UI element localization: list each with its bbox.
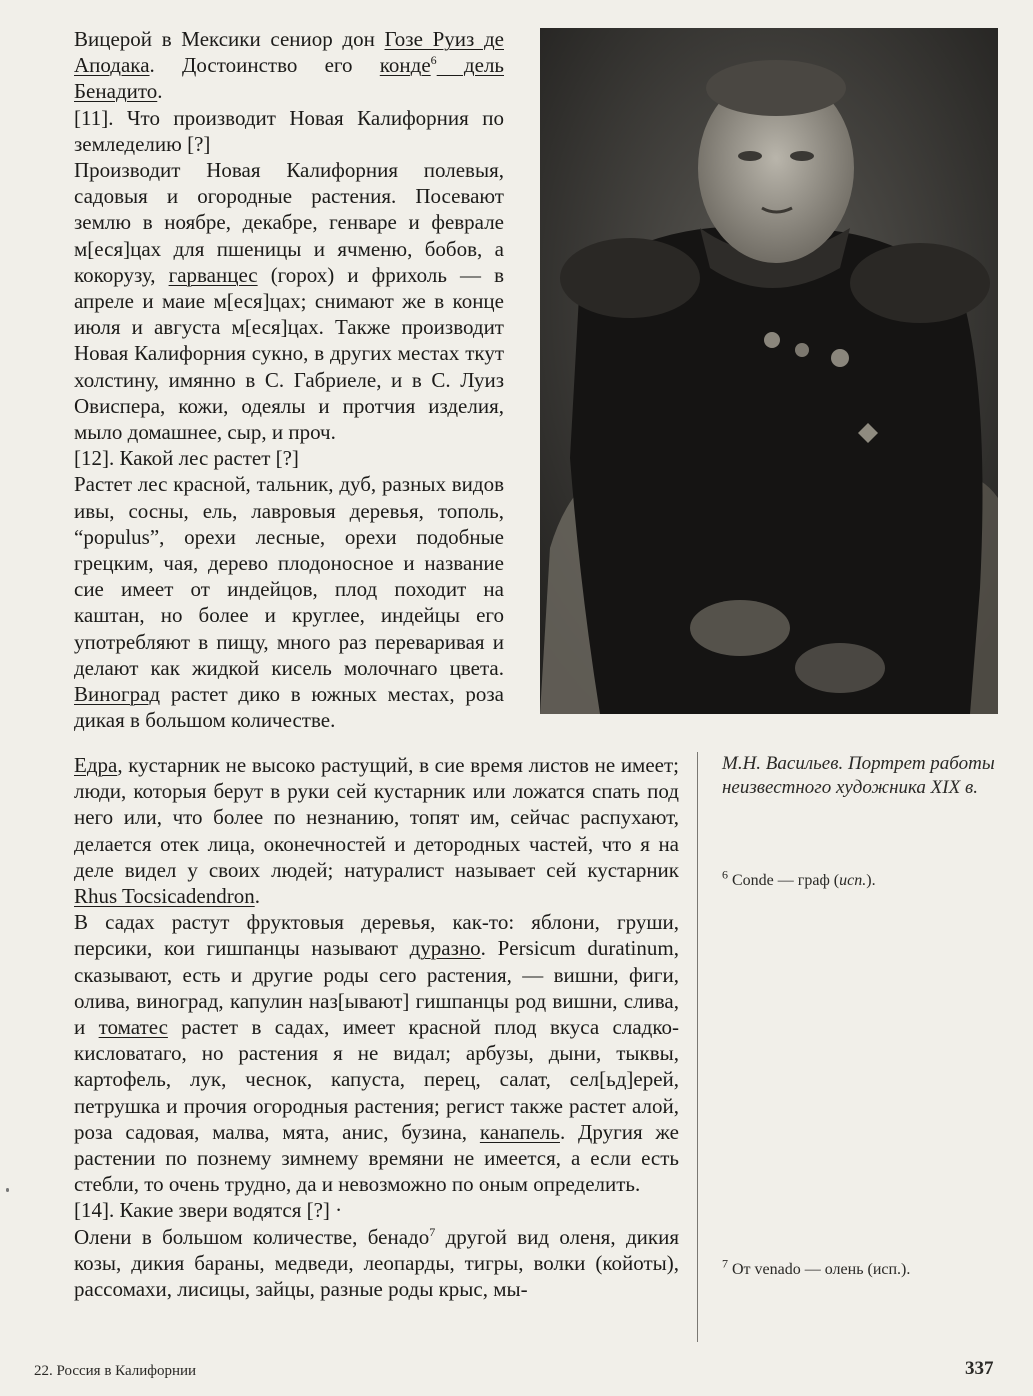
footnote-ref: 7: [429, 1224, 436, 1239]
footnote-text: От venado — олень (исп.).: [732, 1261, 911, 1278]
text-run: Вицерой в Мексики сениор дон: [74, 27, 385, 51]
underlined-term: Едра: [74, 753, 118, 777]
footnote-7: [722, 1256, 1012, 1281]
text-run: [14]. Какие звери водятся [?] ·: [74, 1198, 343, 1223]
paragraph: [74, 1224, 679, 1303]
underlined-term: Виноград: [74, 682, 161, 707]
underlined-term: Rhus Tocsicadendron: [74, 884, 255, 909]
text-run: Растет лес красной, тальник, дуб, разных видов ивы, сосны, ель, лавровыя деревья, тополь, “populus”, орехи лесные, орехи подобные грецким, чая, дерево плодоносное и название сие имеет от индейцов, плод походит на каштан, но более и круглее, индейцы его употребляют в пищу, много раз переваривая и делают как жидкой кисель молочнаго цвета.: [74, 472, 504, 680]
paragraph: [74, 157, 504, 445]
footnote-em: исп.: [839, 872, 867, 889]
underlined-term: канапель: [479, 1119, 560, 1144]
text-run: [11]. Что производит Новая Калифорния по земледелию [?]: [74, 105, 504, 156]
paragraph: [74, 445, 504, 471]
paragraph: [74, 105, 504, 157]
footnote-number: 7: [722, 1256, 728, 1271]
underlined-term: конде: [379, 53, 431, 78]
underlined-term: Гозе Руиз де Аподака: [74, 27, 504, 78]
portrait-caption: М.Н. Васильев. Портрет работы неизвестного художника XIX в.: [722, 753, 995, 798]
paragraph: [74, 909, 679, 1197]
column-divider: [697, 752, 698, 1342]
text-run: растет дико в южных местах, роза дикая в большом количестве.: [74, 682, 504, 733]
paragraph: [74, 471, 504, 733]
underlined-term: гарванцес: [168, 262, 258, 287]
text-run: (горох) и фрихоль — в апреле и маие м[еся]цах; снимают же в конце июля и августа м[еся]цах. Также производит Новая Калифорния сукно, в других местах ткут холстину, имянно в С. Габриеле, и в С. Луиз Овиспера, кожи, одеялы и протчия изделия, мыло домашнее, сыр, и проч.: [74, 262, 504, 445]
footnote-6: [722, 867, 1012, 892]
footnote-text: Conde — граф (: [732, 872, 840, 889]
paragraph: [74, 752, 679, 909]
paragraph: [74, 1197, 679, 1223]
portrait-image: [540, 28, 998, 714]
footnote-number: 6: [722, 867, 728, 882]
text-run: , кустарник не высоко растущий, в сие время листов не имеет; люди, которыя берут в руки сей кустарник или ложатся спать под него или, что более по незнанию, топят им, сейчас распухают, делается отек лица, оконечностей и детородных частей, что я на деле видел у своих людей; натуралист называет сей кустарник: [74, 753, 679, 882]
paragraph: [74, 26, 504, 105]
text-run: В садах растут фруктовыя деревья, как-то: яблони, груши, персики, кои гишпанцы называют: [74, 910, 679, 961]
portrait-drawing: [540, 28, 998, 714]
underlined-term: дуразно: [409, 936, 481, 961]
text-run: растет в садах, имеет красной плод вкуса сладко-кисловатаго, но растения я не видал; арбузы, дыни, тыквы, картофель, лук, чеснок, капуста, перец, салат, сел[ьд]ерей, петрушка и прочия огородныя растения; регист также растет алой, роза садовая, малва, мята, анис, бузина,: [74, 1015, 679, 1144]
underlined-term: томатес: [98, 1015, 168, 1040]
underlined-term: дель Бенадито: [74, 53, 504, 104]
footnote-ref: 6: [430, 53, 437, 68]
page-number: 337: [965, 1358, 994, 1379]
text-run: Производит Новая Калифорния полевыя, садовыя и огородные растения. Посевают землю в ноябре, декабре, генваре и феврале м[еся]цах для пшеницы и ячменю, бобов, а кокорузу,: [74, 158, 504, 287]
scan-speck: [6, 1188, 9, 1192]
text-run: . Другия же растении по познему зимнему времяни не имеется, а если есть стебли, то очень трудно, да и невозможно по оным определить.: [74, 1119, 679, 1197]
running-footer: 22. Россия в Калифорнии: [34, 1363, 197, 1379]
text-column-top: [74, 26, 504, 733]
text-run: [12]. Какой лес растет [?]: [74, 446, 299, 471]
text-column-bottom: [74, 752, 679, 1302]
text-run: .: [254, 884, 260, 909]
text-run: Олени в большом количестве, бенадо: [74, 1224, 430, 1249]
text-run: . Достоинство его: [149, 53, 380, 78]
text-run: другой вид оленя, дикия козы, дикия бараны, медведи, леопарды, тигры, волки (койоты), рассомахи, лисицы, зайцы, разные роды крыс, мы-: [74, 1224, 679, 1302]
text-run: . Persicum duratinum, сказывают, есть и другие роды сего растения, — вишни, фиги, олива, виноград, капулин наз[ывают] гишпанцы род вишни, слива, и: [74, 936, 679, 1040]
text-run: .: [157, 79, 163, 104]
footnote-tail: ).: [866, 872, 876, 889]
